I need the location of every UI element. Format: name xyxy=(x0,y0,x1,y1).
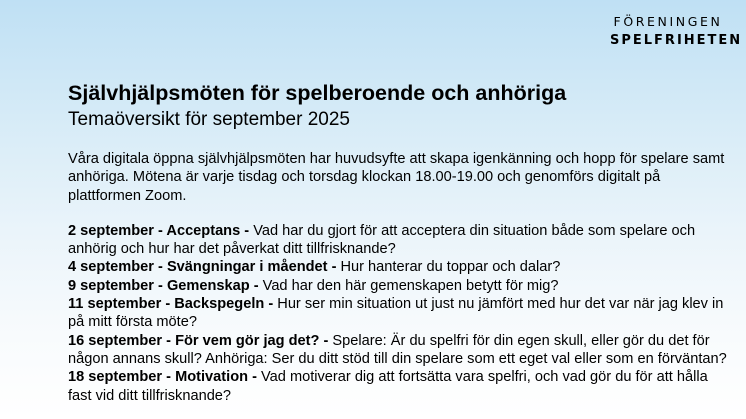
theme-description: Hur hanterar du toppar och dalar? xyxy=(336,259,561,276)
theme-heading: 4 september - Svängningar i måendet - xyxy=(68,259,337,276)
theme-list xyxy=(68,222,728,405)
theme-item xyxy=(68,332,728,369)
theme-item xyxy=(68,368,728,405)
page-subtitle: Temaöversikt för september 2025 xyxy=(68,109,350,130)
theme-item xyxy=(68,258,728,276)
page-title: Självhjälpsmöten för spelberoende och anhöriga xyxy=(68,81,567,105)
theme-item xyxy=(68,222,728,259)
intro-paragraph: Våra digitala öppna självhjälpsmöten har huvudsyfte att skapa igenkänning och hopp för spelare samt anhöriga. Mötena är varje tisdag och torsdag klockan 18.00-19.00 och genomförs digitalt på plattformen Zoom. xyxy=(68,151,725,204)
theme-heading: 16 september - För vem gör jag det? - xyxy=(68,332,329,349)
logo-line-foreningen: FÖRENINGEN xyxy=(613,14,723,29)
theme-description: Vad har den här gemenskapen betytt för mig? xyxy=(258,277,559,294)
organization-logo xyxy=(586,14,743,49)
document-body xyxy=(68,80,728,405)
theme-description: Vad motiverar dig att fortsätta vara spelfri, och vad gör du för att hålla fast vid ditt tillfrisknande? xyxy=(68,369,708,404)
theme-heading: 2 september - Acceptans - xyxy=(68,222,250,239)
theme-heading: 9 september - Gemenskap - xyxy=(68,277,259,294)
theme-heading: 11 september - Backspegeln - xyxy=(68,296,274,313)
theme-description: Spelare: Är du spelfri för din egen skull, eller gör du det för någon annans skull? Anhöriga: Ser du ditt stöd till din spelare som ett eget val eller som en förväntan? xyxy=(68,332,727,367)
theme-heading: 18 september - Motivation - xyxy=(68,369,257,386)
theme-item xyxy=(68,295,728,332)
logo-line-spelfriheten: SPELFRIHETEN xyxy=(610,33,743,48)
theme-description: Vad har du gjort för att acceptera din situation både som spelare och anhörig och hur har det påverkat ditt tillfrisknande? xyxy=(68,222,696,258)
theme-item xyxy=(68,277,728,295)
theme-description: Hur ser min situation ut just nu jämfört med hur det var när jag klev in på mitt första möte? xyxy=(68,296,724,331)
